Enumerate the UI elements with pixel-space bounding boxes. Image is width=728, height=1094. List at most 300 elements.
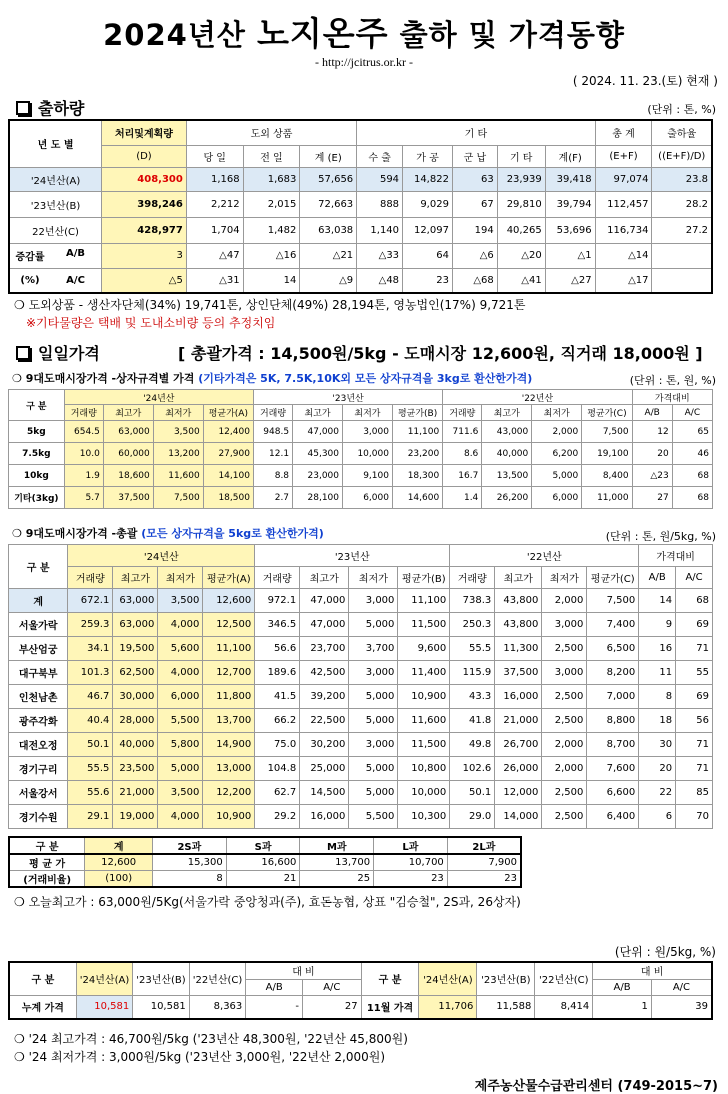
table-row [9, 661, 713, 685]
col-2l: 2L과 [447, 837, 521, 854]
col: 거래량 [443, 405, 482, 421]
row-label: 기타(3kg) [9, 487, 65, 509]
cell: 2,500 [542, 637, 587, 661]
table2-unit: (단위 : 톤, 원, %) [629, 374, 716, 387]
col-total: 총 계 [595, 120, 652, 145]
cell: 29.2 [255, 805, 300, 829]
cell: 5.7 [64, 487, 103, 509]
cell: 2,500 [542, 709, 587, 733]
cell: - [246, 995, 303, 1019]
col-military: 군 납 [452, 145, 497, 167]
cell: 37,500 [103, 487, 153, 509]
cell: 14 [243, 268, 300, 293]
cell: 11,300 [495, 637, 542, 661]
cell: 9,029 [403, 191, 453, 217]
cell: 9,600 [398, 637, 450, 661]
cell: △1 [545, 243, 595, 268]
cell: 16,000 [495, 685, 542, 709]
cell: 21 [226, 871, 300, 888]
cell: 97,074 [595, 167, 652, 191]
cell: 5,000 [349, 613, 398, 637]
cell: 22,500 [300, 709, 349, 733]
row-2024 [9, 167, 712, 191]
cell: 56 [676, 709, 713, 733]
col-l: L과 [374, 837, 448, 854]
cell: △16 [243, 243, 300, 268]
cell: 4,000 [158, 613, 203, 637]
cell [652, 268, 712, 293]
col-2023: '23년산 [253, 390, 442, 405]
cell: 55.6 [68, 781, 113, 805]
cell: 39,794 [545, 191, 595, 217]
cell: 68 [676, 589, 713, 613]
cell: 22년산(C) [9, 217, 102, 243]
col: 거래량 [450, 567, 495, 589]
row-label: 계 [9, 589, 68, 613]
cell: 68 [672, 465, 712, 487]
cell: 12,700 [203, 661, 255, 685]
cell: 55.5 [68, 757, 113, 781]
cell: 7,600 [587, 757, 639, 781]
cell: 1,168 [186, 167, 243, 191]
cell: 3,000 [542, 661, 587, 685]
cell [652, 243, 712, 268]
table-row [9, 443, 713, 465]
cell: △20 [497, 243, 545, 268]
cell: 888 [357, 191, 403, 217]
cell: 2.7 [253, 487, 292, 509]
cell: 21,000 [113, 781, 158, 805]
cell: 16.7 [443, 465, 482, 487]
cell: 28,100 [293, 487, 343, 509]
cell: 10,900 [398, 685, 450, 709]
cell: 5,000 [349, 757, 398, 781]
col-2022: '22년산 [450, 545, 639, 567]
cell: 5,500 [158, 709, 203, 733]
col: 최고가 [482, 405, 532, 421]
col-2023-right: '23년산(B) [477, 962, 535, 995]
cell: 3 [102, 243, 187, 268]
grade-price-table [8, 836, 522, 888]
cell: 50.1 [68, 733, 113, 757]
cell: 12,000 [495, 781, 542, 805]
row-label: 10kg [9, 465, 65, 487]
cell: 43,800 [495, 589, 542, 613]
col: 최고가 [495, 567, 542, 589]
cell: 72,663 [300, 191, 357, 217]
cell: 7,500 [587, 589, 639, 613]
cell: 11월 가격 [361, 995, 419, 1019]
col-sum-e: 계 (E) [300, 145, 357, 167]
cell: 3,500 [158, 781, 203, 805]
cell: 69 [676, 685, 713, 709]
col-gubun-right: 구 분 [361, 962, 419, 995]
cell: △17 [595, 268, 652, 293]
col-2s: 2S과 [153, 837, 227, 854]
table3-unit: (단위 : 톤, 원/5kg, %) [605, 530, 716, 543]
col: 거래량 [64, 405, 103, 421]
cell: △6 [452, 243, 497, 268]
cell: 55.5 [450, 637, 495, 661]
cell: 4,000 [158, 661, 203, 685]
cell: 3,000 [343, 421, 393, 443]
cell: 11,100 [398, 589, 450, 613]
col-sum-f: 계(F) [545, 145, 595, 167]
cell: 27,900 [203, 443, 253, 465]
cell: 3,500 [153, 421, 203, 443]
cell: △31 [186, 268, 243, 293]
col: A/B [632, 405, 672, 421]
col: 최고가 [293, 405, 343, 421]
cell: 10,000 [343, 443, 393, 465]
cell: 1,140 [357, 217, 403, 243]
cell: 71 [676, 637, 713, 661]
row-ratio [9, 871, 521, 888]
cell: 6,500 [587, 637, 639, 661]
shipment-unit: (단위 : 톤, %) [647, 103, 716, 116]
cell: 6,600 [587, 781, 639, 805]
col-ef: (E+F) [595, 145, 652, 167]
cell: 5,000 [158, 757, 203, 781]
cell: 43,000 [482, 421, 532, 443]
col-plan-d: (D) [102, 145, 187, 167]
cell: 40,000 [113, 733, 158, 757]
cell: 10.0 [64, 443, 103, 465]
cell: 23,200 [392, 443, 442, 465]
cell: 11,100 [392, 421, 442, 443]
col-etc: 기 타 [497, 145, 545, 167]
cell: 8,700 [587, 733, 639, 757]
page-title [0, 8, 728, 55]
cell: 5,800 [158, 733, 203, 757]
cell: 7,000 [587, 685, 639, 709]
cell: 11,000 [582, 487, 632, 509]
cell: 63,000 [103, 421, 153, 443]
cell: 1.4 [443, 487, 482, 509]
note-etc-estimate: ※기타물량은 택배 및 도내소비량 등의 추정치임 [26, 316, 276, 330]
col: A/C [672, 405, 712, 421]
col: 평균가(B) [398, 567, 450, 589]
cell: 11 [639, 661, 676, 685]
cell: 18,300 [392, 465, 442, 487]
cell: 30,200 [300, 733, 349, 757]
section-daily-price-title: 일일가격 [16, 341, 100, 364]
cell: 10,300 [398, 805, 450, 829]
cell: 104.8 [255, 757, 300, 781]
cell: 3,700 [349, 637, 398, 661]
cell: 12,200 [203, 781, 255, 805]
cell: 14 [639, 589, 676, 613]
cell: A/B [66, 248, 86, 259]
cell: 63 [452, 167, 497, 191]
cell: 63,000 [113, 613, 158, 637]
cell: 21,000 [495, 709, 542, 733]
cell: 250.3 [450, 613, 495, 637]
col-plan: 처리및계획량 [102, 120, 187, 145]
col: 평균가(A) [203, 405, 253, 421]
table-row [9, 733, 713, 757]
table-row [9, 589, 713, 613]
cell: 23,939 [497, 167, 545, 191]
row-label: 대전오정 [9, 733, 68, 757]
cell: 8,200 [587, 661, 639, 685]
cell: 23 [374, 871, 448, 888]
table-row [9, 487, 713, 509]
cell: 26,700 [495, 733, 542, 757]
col-ratio: ((E+F)/D) [652, 145, 712, 167]
cell: 6,000 [158, 685, 203, 709]
cell: 346.5 [255, 613, 300, 637]
cell: 189.6 [255, 661, 300, 685]
row-label: 경기수원 [9, 805, 68, 829]
col-ac-right: A/C [651, 979, 712, 995]
col-s: S과 [226, 837, 300, 854]
cell: 53,696 [545, 217, 595, 243]
cell: 5,000 [349, 781, 398, 805]
cell: 3,000 [349, 661, 398, 685]
cell: 34.1 [68, 637, 113, 661]
cell: 18,500 [203, 487, 253, 509]
cell: 8,800 [587, 709, 639, 733]
col-total: 계 [85, 837, 153, 854]
cell: 50.1 [450, 781, 495, 805]
box-size-price-table [8, 389, 713, 509]
cell: 8 [153, 871, 227, 888]
col: 최저가 [153, 405, 203, 421]
cell: 47,000 [300, 613, 349, 637]
cell: 3,000 [542, 613, 587, 637]
cell: 45,300 [293, 443, 343, 465]
cell: 1,683 [243, 167, 300, 191]
cell: 2,212 [186, 191, 243, 217]
cell: '23년산(B) [9, 191, 102, 217]
section-shipment-title: 출하량 [16, 96, 84, 119]
cell: 26,200 [482, 487, 532, 509]
cell: (100) [85, 871, 153, 888]
table-row [9, 685, 713, 709]
avg-label: 평 균 가 [9, 854, 85, 871]
col-2024: '24년산 [68, 545, 255, 567]
cell: 71 [676, 733, 713, 757]
cell: 25,000 [300, 757, 349, 781]
col: A/C [676, 567, 713, 589]
col-rate: 출하율 [652, 120, 712, 145]
cumulative-price-table [8, 961, 713, 1020]
col-m: M과 [300, 837, 374, 854]
col-outside: 도외 상품 [186, 120, 356, 145]
cell: 19,500 [113, 637, 158, 661]
table5-unit: (단위 : 원/5kg, %) [614, 945, 716, 959]
cell: 85 [676, 781, 713, 805]
row-avg [9, 854, 521, 871]
cell: 14,600 [392, 487, 442, 509]
cell: △14 [595, 243, 652, 268]
cell: 9 [639, 613, 676, 637]
cell: △41 [497, 268, 545, 293]
report-date: ( 2024. 11. 23.(토) 현재 ) [572, 74, 718, 88]
cell: 6,200 [532, 443, 582, 465]
cell: 40.4 [68, 709, 113, 733]
cell: 1,704 [186, 217, 243, 243]
cell: 47,000 [300, 589, 349, 613]
cell: 5,000 [349, 709, 398, 733]
cell: 39 [651, 995, 712, 1019]
cell: 55 [676, 661, 713, 685]
cell: 28.2 [652, 191, 712, 217]
col-2022: '22년산 [443, 390, 632, 405]
col-2023: '23년산(B) [133, 962, 189, 995]
cell: 2,015 [243, 191, 300, 217]
col: 최저가 [343, 405, 393, 421]
cell: 7,500 [582, 421, 632, 443]
cell: △68 [452, 268, 497, 293]
col: A/B [639, 567, 676, 589]
summary-price: [ 총괄가격 : 14,500원/5kg - 도매시장 12,600원, 직거래 18,000원 ] [178, 344, 703, 363]
cell: 12,500 [203, 613, 255, 637]
cell: 259.3 [68, 613, 113, 637]
col-2022: '22년산(C) [189, 962, 246, 995]
cell: 7,500 [153, 487, 203, 509]
col-gubun: 구 분 [9, 390, 65, 421]
cell: 3,000 [349, 733, 398, 757]
cell: 10,581 [133, 995, 189, 1019]
cell: 115.9 [450, 661, 495, 685]
row-label: 광주각화 [9, 709, 68, 733]
site-url[interactable]: - http://jcitrus.or.kr - [315, 55, 413, 69]
title-suffix: 출하 및 가격동향 [399, 18, 625, 52]
cell: 6,000 [532, 487, 582, 509]
cell: 25 [300, 871, 374, 888]
cell: 14,822 [403, 167, 453, 191]
checkbox-icon [16, 346, 30, 360]
cell: 711.6 [443, 421, 482, 443]
cell: 11,588 [477, 995, 535, 1019]
cell: 68 [672, 487, 712, 509]
cell: 7,400 [587, 613, 639, 637]
col-2024: '24년산(A) [76, 962, 132, 995]
col: 최저가 [542, 567, 587, 589]
cell: 20 [632, 443, 672, 465]
cell: 10,000 [398, 781, 450, 805]
cell: 16 [639, 637, 676, 661]
cell: 738.3 [450, 589, 495, 613]
cell: 60,000 [103, 443, 153, 465]
row-label: 5kg [9, 421, 65, 443]
row-rate-ab [9, 243, 712, 268]
note-min-price: ❍ '24 최저가격 : 3,000원/5kg ('23년산 3,000원, '22년산 2,000원) [14, 1050, 386, 1064]
cell: 1 [593, 995, 652, 1019]
col-export: 수 출 [357, 145, 403, 167]
cell: 8 [639, 685, 676, 709]
cell: 39,200 [300, 685, 349, 709]
cell: △48 [357, 268, 403, 293]
cell: 10,900 [203, 805, 255, 829]
cell: 14,100 [203, 465, 253, 487]
cell: 2,500 [542, 805, 587, 829]
row-label: 서울강서 [9, 781, 68, 805]
title-year: 2024년산 [103, 18, 246, 52]
cell: 1,482 [243, 217, 300, 243]
cell: 40,000 [482, 443, 532, 465]
cell: 46 [672, 443, 712, 465]
cell: 3,500 [158, 589, 203, 613]
cell: 41.5 [255, 685, 300, 709]
cell: 16,600 [226, 854, 300, 871]
cell: 30,000 [113, 685, 158, 709]
cell: 56.6 [255, 637, 300, 661]
table-row [9, 465, 713, 487]
col-compare-right: 대 비 [593, 962, 712, 979]
cell: 67 [452, 191, 497, 217]
cell: 13,200 [153, 443, 203, 465]
col-2024: '24년산 [64, 390, 253, 405]
cell: 11,500 [398, 733, 450, 757]
table3-caption: ❍ 9대도매시장가격 -총괄 (모든 상자규격을 5kg로 환산한가격) [12, 527, 324, 540]
note-max-price: ❍ '24 최고가격 : 46,700원/5kg ('23년산 48,300원, '22년산 45,800원) [14, 1032, 408, 1046]
table-row [9, 709, 713, 733]
cell: 8.6 [443, 443, 482, 465]
cell: 10,800 [398, 757, 450, 781]
cell: 428,977 [102, 217, 187, 243]
cell: 408,300 [102, 167, 187, 191]
cell: 11,600 [398, 709, 450, 733]
cell: 948.5 [253, 421, 292, 443]
cell: 63,000 [113, 589, 158, 613]
market-price-table [8, 544, 713, 829]
cell: 14,500 [300, 781, 349, 805]
cell: 2,000 [542, 589, 587, 613]
rate-label: 증감률 [15, 252, 45, 263]
col-ac: A/C [303, 979, 362, 995]
col-2023: '23년산 [255, 545, 450, 567]
cell: 9,100 [343, 465, 393, 487]
col-gubun: 구 분 [9, 545, 68, 589]
table2-caption: ❍ 9대도매시장가격 -상자규격별 가격 (기타가격은 5K, 7.5K,10K외 모든 상자규격을 3kg로 환산한가격) [12, 372, 533, 385]
col: 평균가(C) [587, 567, 639, 589]
col-2024-right: '24년산(A) [419, 962, 477, 995]
cell: 12,097 [403, 217, 453, 243]
cell: △47 [186, 243, 243, 268]
checkbox-icon [16, 101, 30, 115]
cell: 6 [639, 805, 676, 829]
note-today-max: ❍ 오늘최고가 : 63,000원/5Kg(서울가락 중앙청과(주), 효돈농협, 상표 "김승철", 2S과, 26상자) [14, 895, 521, 909]
cell: 66.2 [255, 709, 300, 733]
cell: 11,600 [153, 465, 203, 487]
col-compare: 가격대비 [639, 545, 713, 567]
cell: 47,000 [293, 421, 343, 443]
cell: 1.9 [64, 465, 103, 487]
cell: 2,500 [542, 781, 587, 805]
table-row [9, 613, 713, 637]
cell: 5,500 [349, 805, 398, 829]
col-today: 당 일 [186, 145, 243, 167]
row-cumulative [9, 995, 712, 1019]
cell: 102.6 [450, 757, 495, 781]
cell: 8,363 [189, 995, 246, 1019]
row-label: 7.5kg [9, 443, 65, 465]
cell: 23,000 [293, 465, 343, 487]
col-gubun: 구 분 [9, 962, 76, 995]
cell: 5,000 [349, 685, 398, 709]
col: 거래량 [68, 567, 113, 589]
cell: 101.3 [68, 661, 113, 685]
cell: 398,246 [102, 191, 187, 217]
cell: 43.3 [450, 685, 495, 709]
cell: 7,900 [447, 854, 521, 871]
cell: 2,000 [542, 757, 587, 781]
cell: 194 [452, 217, 497, 243]
footer-org: 제주농산물수급관리센터 (749-2015~7) [474, 1079, 718, 1094]
